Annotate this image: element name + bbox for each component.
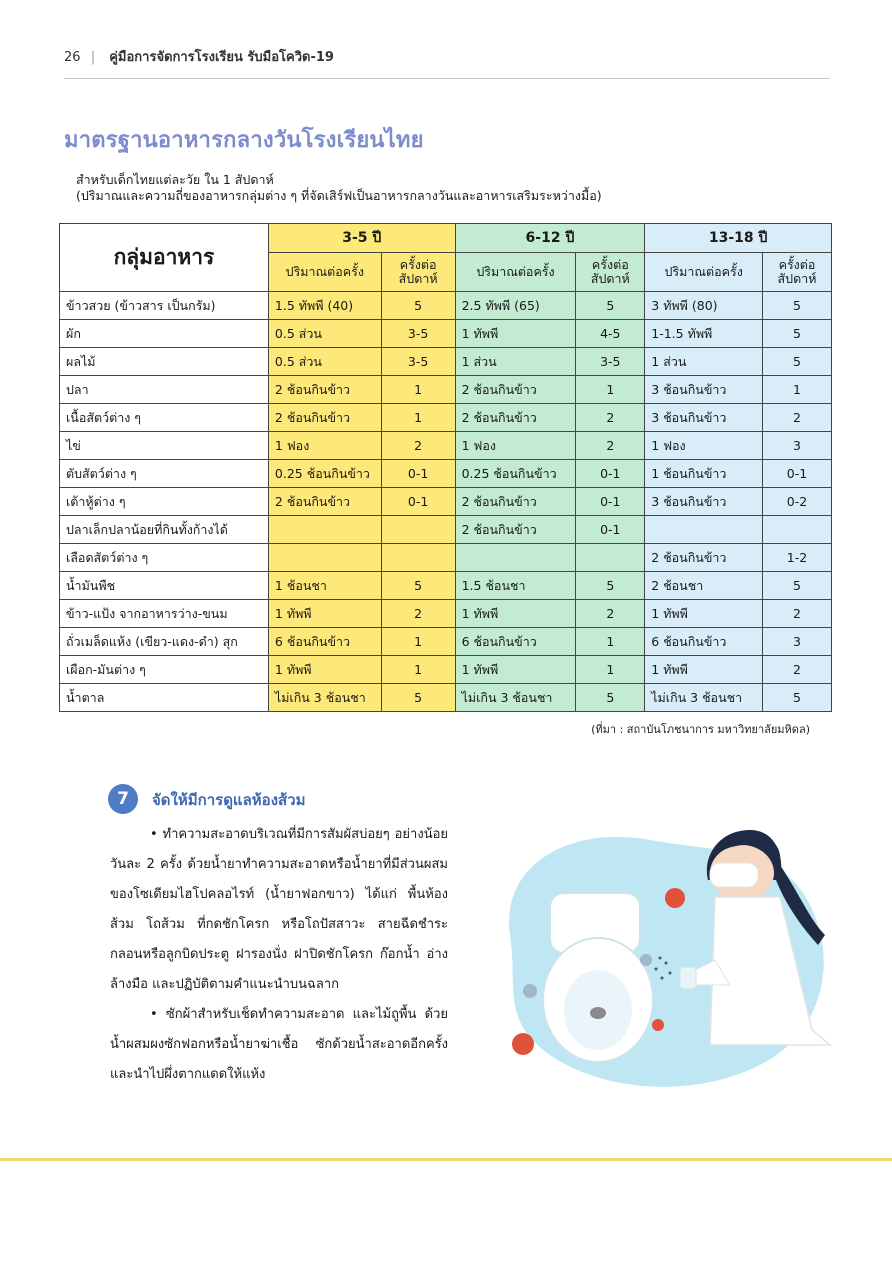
frequency-cell: 0-2 bbox=[763, 488, 832, 516]
amount-cell: 3 ช้อนกินข้าว bbox=[645, 488, 763, 516]
amount-cell: ไม่เกิน 3 ช้อนชา bbox=[455, 684, 576, 712]
frequency-cell: 0-1 bbox=[381, 488, 455, 516]
table-row bbox=[60, 600, 832, 628]
header-divider bbox=[64, 78, 830, 79]
frequency-cell: 1 bbox=[381, 628, 455, 656]
frequency-cell: 0-1 bbox=[576, 488, 645, 516]
amount-cell: 1 ฟอง bbox=[645, 432, 763, 460]
toilet-icon bbox=[543, 893, 653, 1062]
amount-cell: 1 ส่วน bbox=[645, 348, 763, 376]
frequency-cell: 3-5 bbox=[576, 348, 645, 376]
table-row bbox=[60, 292, 832, 320]
frequency-cell: 0-1 bbox=[381, 460, 455, 488]
frequency-cell: 5 bbox=[381, 572, 455, 600]
amount-header: ปริมาณต่อครั้ง bbox=[645, 253, 763, 292]
frequency-cell: 1 bbox=[381, 376, 455, 404]
food-group-cell: ถั่วเมล็ดแห้ง (เขียว-แดง-ดำ) สุก bbox=[60, 628, 269, 656]
amount-cell: 0.5 ส่วน bbox=[268, 320, 381, 348]
frequency-cell: 2 bbox=[381, 600, 455, 628]
amount-cell: 1.5 ทัพพี (40) bbox=[268, 292, 381, 320]
frequency-header: ครั้งต่อ สัปดาห์ bbox=[576, 253, 645, 292]
food-group-cell: ปลา bbox=[60, 376, 269, 404]
frequency-cell: 0-1 bbox=[576, 460, 645, 488]
frequency-cell: 1 bbox=[381, 404, 455, 432]
table-row bbox=[60, 460, 832, 488]
food-group-cell: ตับสัตว์ต่าง ๆ bbox=[60, 460, 269, 488]
amount-cell: 1 ส่วน bbox=[455, 348, 576, 376]
food-table-body bbox=[60, 292, 832, 712]
food-group-cell: ผัก bbox=[60, 320, 269, 348]
source-note: (ที่มา : สถาบันโภชนาการ มหาวิทยาลัยมหิดล) bbox=[591, 723, 810, 736]
amount-cell: 1-1.5 ทัพพี bbox=[645, 320, 763, 348]
page-title: มาตรฐานอาหารกลางวันโรงเรียนไทย bbox=[64, 128, 424, 153]
age-header-6-12: 6-12 ปี bbox=[455, 224, 645, 253]
amount-cell: 2 ช้อนกินข้าว bbox=[455, 404, 576, 432]
frequency-cell: 3 bbox=[763, 628, 832, 656]
amount-cell: 1 ทัพพี bbox=[645, 656, 763, 684]
section-paragraph-2: • ซักผ้าสำหรับเช็ดทำความสะอาด และไม้ถูพื้น ด้วยน้ำผสมผงซักฟอกหรือน้ำยาฆ่าเชื้อ ซักด้วยน้ำสะอาดอีกครั้ง และนำไปผึ่งตากแดดให้แห้ง bbox=[110, 1007, 448, 1082]
amount-cell: 1.5 ช้อนชา bbox=[455, 572, 576, 600]
frequency-header: ครั้งต่อ สัปดาห์ bbox=[381, 253, 455, 292]
age-header-13-18: 13-18 ปี bbox=[645, 224, 832, 253]
food-group-cell: เลือดสัตว์ต่าง ๆ bbox=[60, 544, 269, 572]
page-number: 26 bbox=[64, 50, 81, 65]
amount-cell: 1 ฟอง bbox=[268, 432, 381, 460]
subtitle-line-1: สำหรับเด็กไทยแต่ละวัย ใน 1 สัปดาห์ bbox=[76, 172, 274, 187]
frequency-cell: 3 bbox=[763, 432, 832, 460]
table-row bbox=[60, 404, 832, 432]
amount-header: ปริมาณต่อครั้ง bbox=[268, 253, 381, 292]
table-row bbox=[60, 628, 832, 656]
amount-cell: 2 ช้อนชา bbox=[645, 572, 763, 600]
frequency-cell: 1 bbox=[381, 656, 455, 684]
food-group-cell: น้ำมันพืช bbox=[60, 572, 269, 600]
header-title: คู่มือการจัดการโรงเรียน รับมือโควิด-19 bbox=[109, 50, 334, 65]
food-group-cell: ข้าวสวย (ข้าวสาร เป็นกรัม) bbox=[60, 292, 269, 320]
frequency-cell: 4-5 bbox=[576, 320, 645, 348]
frequency-cell: 1 bbox=[576, 628, 645, 656]
food-group-cell: น้ำตาล bbox=[60, 684, 269, 712]
table-row bbox=[60, 348, 832, 376]
frequency-cell: 5 bbox=[381, 292, 455, 320]
section-body bbox=[110, 820, 448, 1090]
frequency-cell: 5 bbox=[763, 684, 832, 712]
amount-cell: 1 ทัพพี bbox=[455, 656, 576, 684]
frequency-cell: 1 bbox=[576, 376, 645, 404]
footer-divider bbox=[0, 1158, 892, 1161]
frequency-cell: 0-1 bbox=[576, 516, 645, 544]
food-group-cell: ผลไม้ bbox=[60, 348, 269, 376]
section-title: จัดให้มีการดูแลห้องส้วม bbox=[152, 791, 306, 809]
frequency-cell: 5 bbox=[763, 292, 832, 320]
frequency-cell: 2 bbox=[576, 432, 645, 460]
frequency-cell: 5 bbox=[763, 572, 832, 600]
amount-cell bbox=[645, 516, 763, 544]
frequency-cell: 2 bbox=[576, 404, 645, 432]
table-row bbox=[60, 376, 832, 404]
section-number-badge: 7 bbox=[108, 784, 138, 814]
amount-cell: 2 ช้อนกินข้าว bbox=[268, 376, 381, 404]
frequency-header: ครั้งต่อ สัปดาห์ bbox=[763, 253, 832, 292]
amount-cell: 3 ทัพพี (80) bbox=[645, 292, 763, 320]
amount-cell: 2.5 ทัพพี (65) bbox=[455, 292, 576, 320]
amount-cell: 6 ช้อนกินข้าว bbox=[268, 628, 381, 656]
amount-cell: 1 ทัพพี bbox=[455, 600, 576, 628]
table-row bbox=[60, 488, 832, 516]
amount-cell: 0.25 ช้อนกินข้าว bbox=[268, 460, 381, 488]
amount-cell bbox=[268, 516, 381, 544]
toilet-cleaning-illustration bbox=[480, 785, 840, 1105]
amount-header: ปริมาณต่อครั้ง bbox=[455, 253, 576, 292]
frequency-cell: 1 bbox=[576, 656, 645, 684]
amount-cell: 6 ช้อนกินข้าว bbox=[455, 628, 576, 656]
frequency-cell: 3-5 bbox=[381, 320, 455, 348]
food-group-cell: เต้าหู้ต่าง ๆ bbox=[60, 488, 269, 516]
frequency-cell: 1 bbox=[763, 376, 832, 404]
food-standard-table bbox=[59, 223, 832, 712]
amount-cell: 2 ช้อนกินข้าว bbox=[268, 404, 381, 432]
frequency-cell: 3-5 bbox=[381, 348, 455, 376]
table-row bbox=[60, 572, 832, 600]
frequency-cell bbox=[763, 516, 832, 544]
section-paragraph-1: • ทำความสะอาดบริเวณที่มีการสัมผัสบ่อยๆ อย่างน้อยวันละ 2 ครั้ง ด้วยน้ำยาทำความสะอาดหรือน้ำยาที่มีส่วนผสมของโซเดียมไฮโปคลอไรท์ (น้ำยาฟอกขาว) ได้แก่ พื้นห้องส้วม โถส้วม ที่กดชักโครก หรือโถปัสสาวะ สายฉีดชำระ กลอนหรือลูกบิดประตู ฝารองนั่ง ฝาปิดชักโครก ก๊อกน้ำ อ่างล้างมือ และปฏิบัติตามคำแนะนำบนฉลาก bbox=[110, 827, 448, 992]
table-row bbox=[60, 684, 832, 712]
frequency-cell: 5 bbox=[763, 320, 832, 348]
frequency-cell: 5 bbox=[576, 684, 645, 712]
frequency-cell: 1-2 bbox=[763, 544, 832, 572]
table-row bbox=[60, 432, 832, 460]
amount-cell: 1 ทัพพี bbox=[268, 656, 381, 684]
amount-cell: 1 ฟอง bbox=[455, 432, 576, 460]
food-group-cell: ไข่ bbox=[60, 432, 269, 460]
frequency-cell: 5 bbox=[763, 348, 832, 376]
amount-cell: 3 ช้อนกินข้าว bbox=[645, 376, 763, 404]
amount-cell: 6 ช้อนกินข้าว bbox=[645, 628, 763, 656]
amount-cell: 1 ช้อนชา bbox=[268, 572, 381, 600]
frequency-cell: 2 bbox=[763, 600, 832, 628]
frequency-cell: 5 bbox=[381, 684, 455, 712]
food-group-cell: ปลาเล็กปลาน้อยที่กินทั้งก้างได้ bbox=[60, 516, 269, 544]
amount-cell: 1 ช้อนกินข้าว bbox=[645, 460, 763, 488]
page-header bbox=[64, 46, 830, 68]
amount-cell: 1 ทัพพี bbox=[645, 600, 763, 628]
amount-cell: 2 ช้อนกินข้าว bbox=[455, 488, 576, 516]
frequency-cell: 2 bbox=[576, 600, 645, 628]
amount-cell: ไม่เกิน 3 ช้อนชา bbox=[645, 684, 763, 712]
amount-cell bbox=[455, 544, 576, 572]
amount-cell: 1 ทัพพี bbox=[455, 320, 576, 348]
amount-cell bbox=[268, 544, 381, 572]
frequency-cell: 2 bbox=[763, 404, 832, 432]
table-row bbox=[60, 544, 832, 572]
frequency-cell: 0-1 bbox=[763, 460, 832, 488]
amount-cell: 0.5 ส่วน bbox=[268, 348, 381, 376]
frequency-cell: 2 bbox=[763, 656, 832, 684]
frequency-cell: 2 bbox=[381, 432, 455, 460]
frequency-cell bbox=[576, 544, 645, 572]
amount-cell: 2 ช้อนกินข้าว bbox=[268, 488, 381, 516]
table-row bbox=[60, 320, 832, 348]
amount-cell: 3 ช้อนกินข้าว bbox=[645, 404, 763, 432]
frequency-cell: 5 bbox=[576, 292, 645, 320]
amount-cell: 0.25 ช้อนกินข้าว bbox=[455, 460, 576, 488]
header-separator: | bbox=[90, 50, 96, 65]
amount-cell: ไม่เกิน 3 ช้อนชา bbox=[268, 684, 381, 712]
food-group-cell: ข้าว-แป้ง จากอาหารว่าง-ขนม bbox=[60, 600, 269, 628]
food-group-cell: เผือก-มันต่าง ๆ bbox=[60, 656, 269, 684]
table-row bbox=[60, 656, 832, 684]
amount-cell: 2 ช้อนกินข้าว bbox=[455, 516, 576, 544]
amount-cell: 2 ช้อนกินข้าว bbox=[455, 376, 576, 404]
amount-cell: 2 ช้อนกินข้าว bbox=[645, 544, 763, 572]
subtitle bbox=[76, 172, 602, 204]
frequency-cell bbox=[381, 516, 455, 544]
food-group-cell: เนื้อสัตว์ต่าง ๆ bbox=[60, 404, 269, 432]
subtitle-line-2: (ปริมาณและความถี่ของอาหารกลุ่มต่าง ๆ ที่จัดเสิร์ฟเป็นอาหารกลางวันและอาหารเสริมระหว่างมื้อ) bbox=[76, 188, 602, 203]
frequency-cell: 5 bbox=[576, 572, 645, 600]
amount-cell: 1 ทัพพี bbox=[268, 600, 381, 628]
food-group-header: กลุ่มอาหาร bbox=[60, 224, 269, 292]
table-row bbox=[60, 516, 832, 544]
age-header-3-5: 3-5 ปี bbox=[268, 224, 455, 253]
frequency-cell bbox=[381, 544, 455, 572]
